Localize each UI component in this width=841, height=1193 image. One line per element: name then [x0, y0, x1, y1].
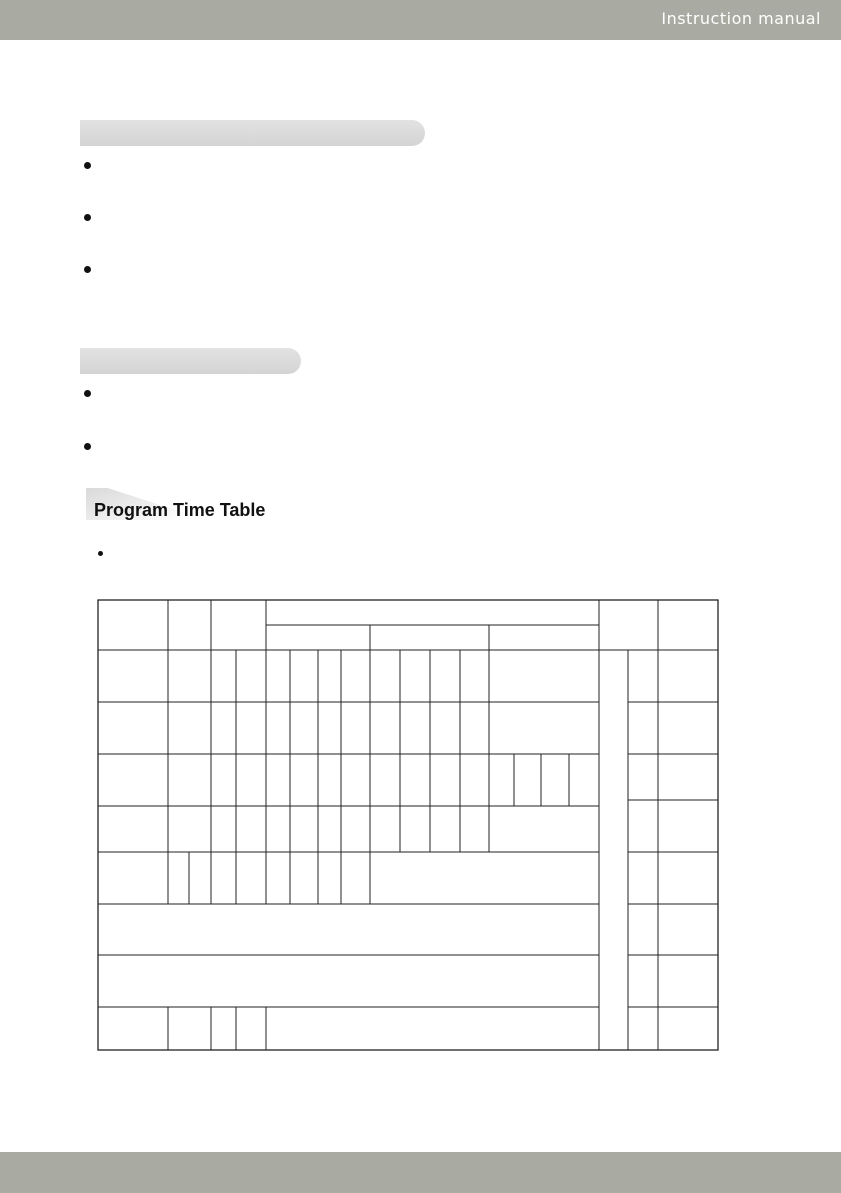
table-horizontal-rules [98, 625, 718, 1007]
program-time-table-heading: Program Time Table [94, 500, 266, 520]
table-vertical-rules [168, 600, 658, 1050]
footer-bar [0, 1152, 841, 1193]
table-border [98, 600, 718, 1050]
manual-title: Instruction manual [661, 9, 821, 28]
